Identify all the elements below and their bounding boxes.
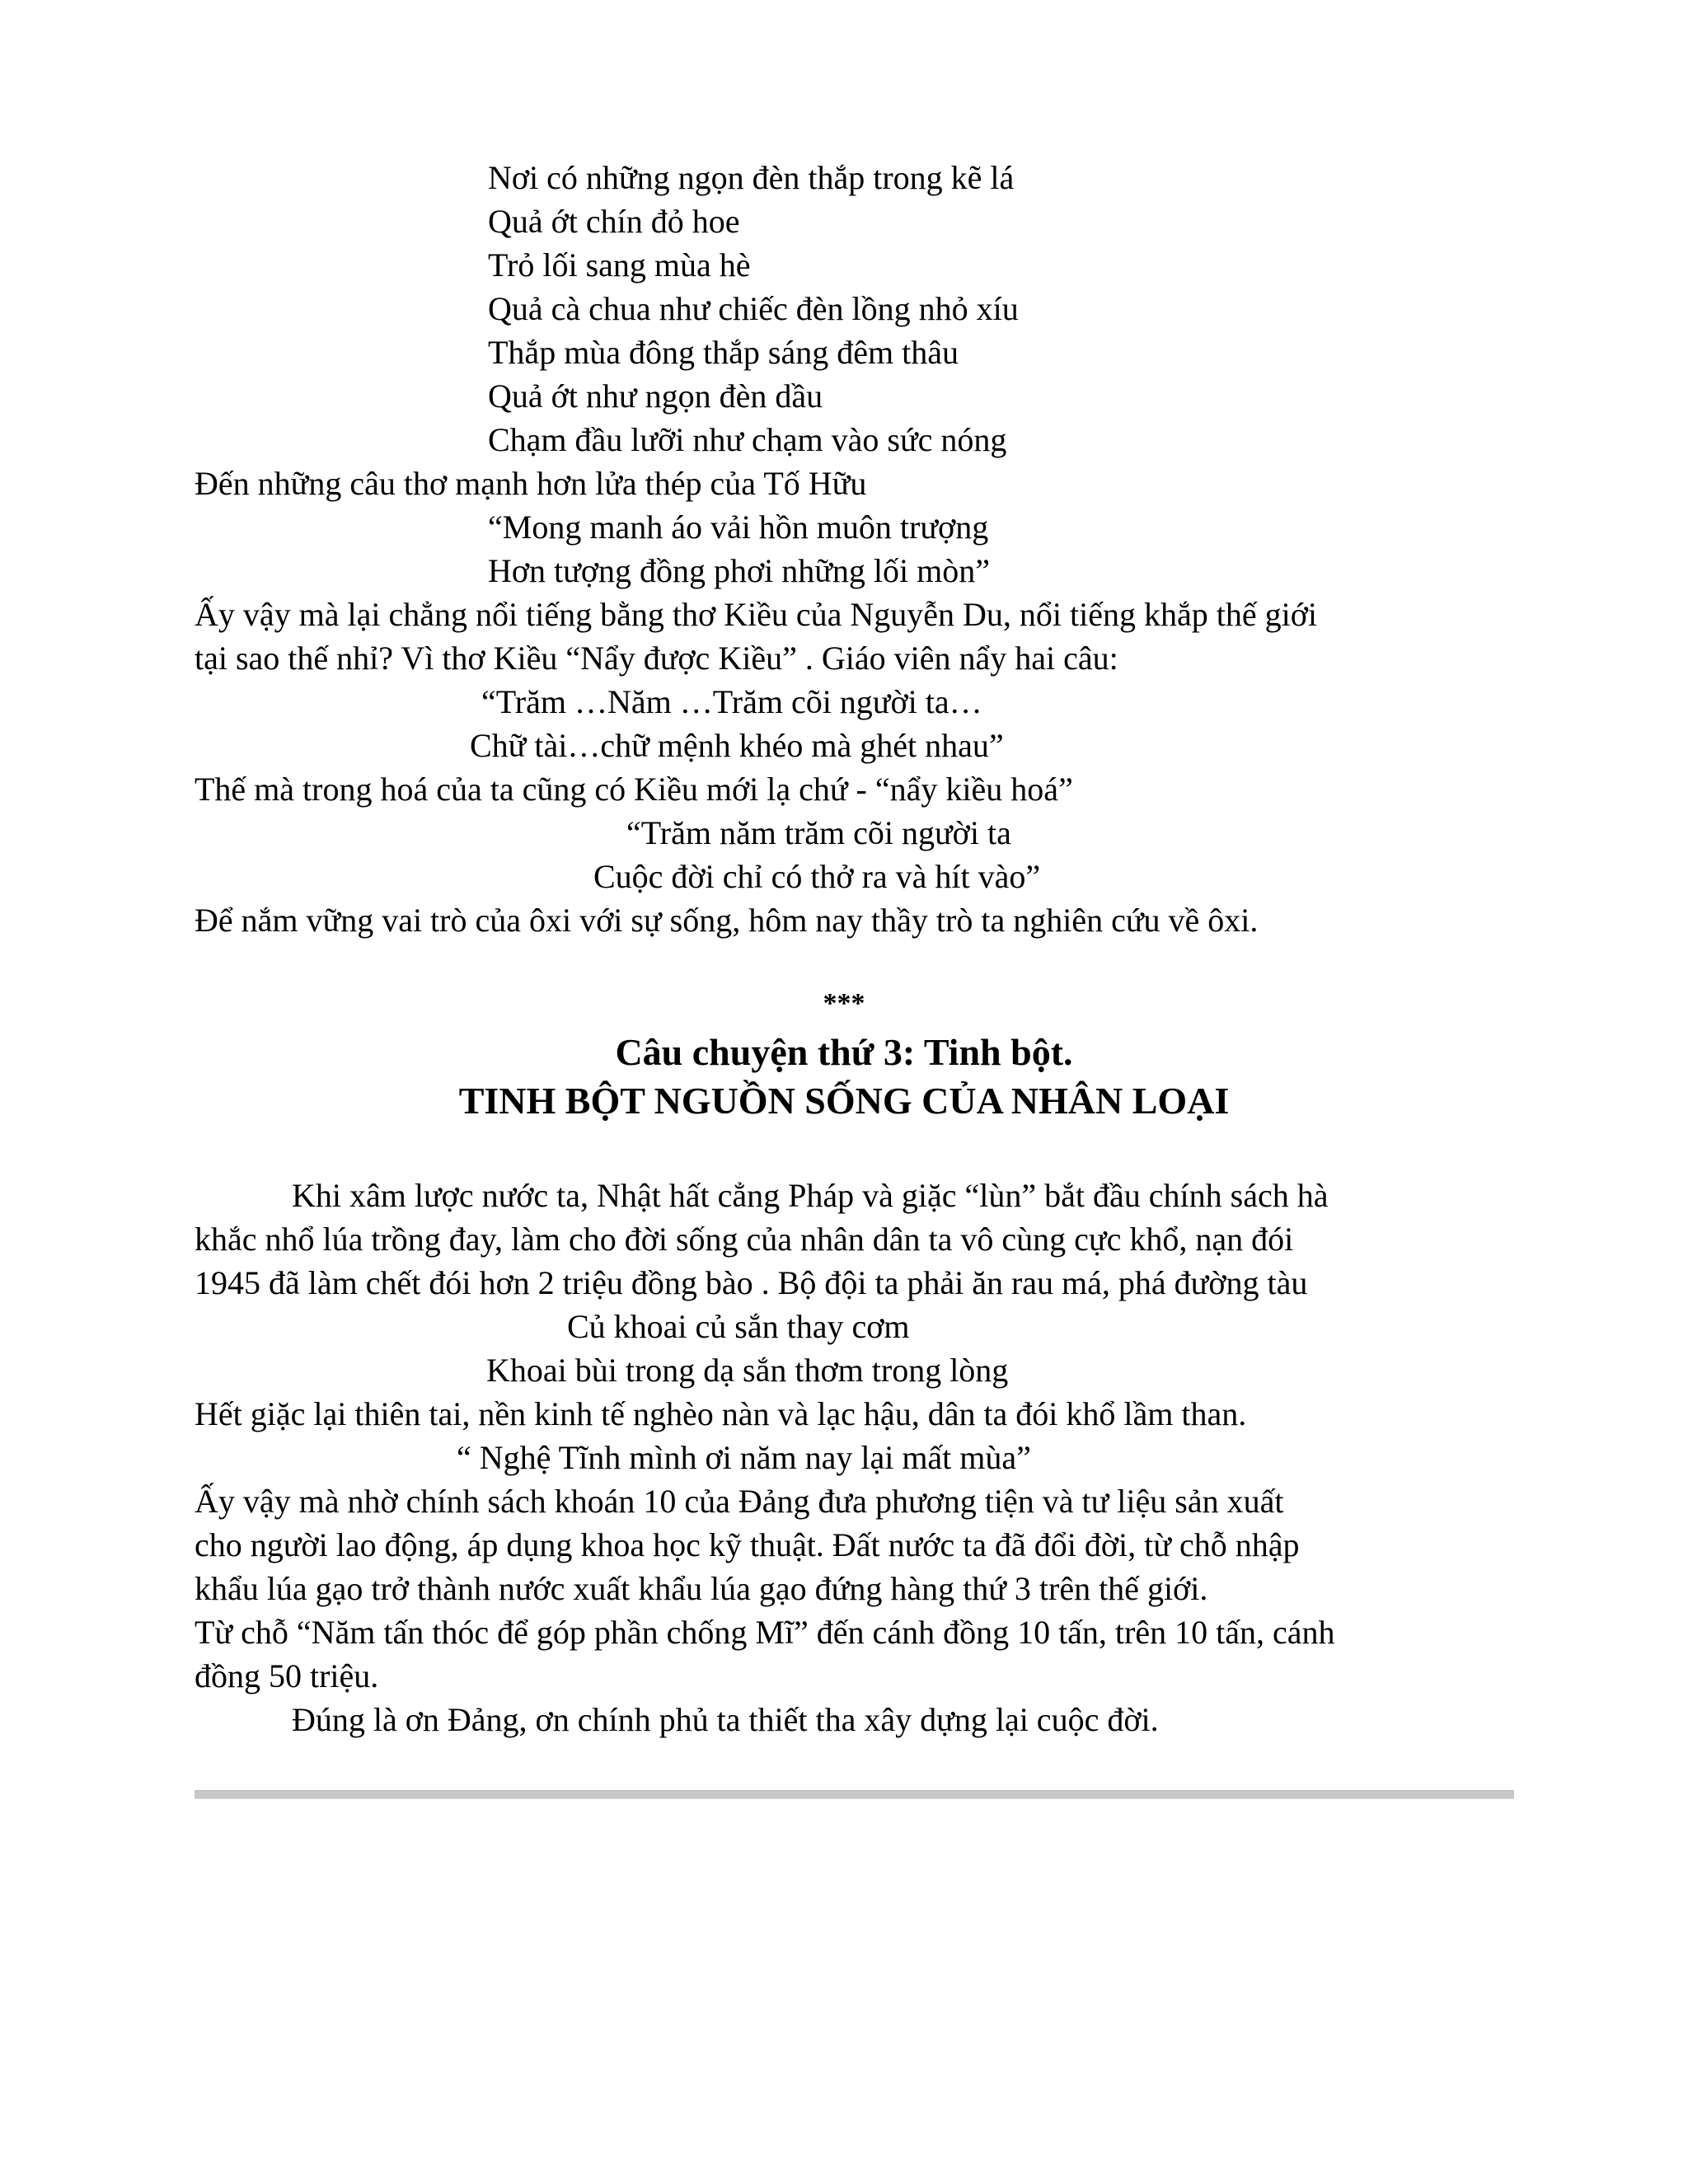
- poem-line: Hơn tượng đồng phơi những lối mòn”: [488, 552, 991, 589]
- poem-line: Trỏ lối sang mùa hè: [488, 246, 751, 284]
- paragraph-line: cho người lao động, áp dụng khoa học kỹ thuật. Đất nước ta đã đổi đời, từ chỗ nhập: [195, 1526, 1300, 1563]
- poem-line: Quả cà chua như chiếc đèn lồng nhỏ xíu: [488, 290, 1019, 327]
- section-separator: ***: [823, 988, 865, 1019]
- horizontal-rule: [195, 1790, 1514, 1799]
- poem-line: Khoai bùi trong dạ sắn thơm trong lòng: [486, 1352, 1009, 1389]
- paragraph-line: Khi xâm lược nước ta, Nhật hất cẳng Pháp và giặc “lùn” bắt đầu chính sách hà: [292, 1177, 1329, 1214]
- poem-line: Chạm đầu lưỡi như chạm vào sức nóng: [488, 421, 1007, 458]
- paragraph-line: Từ chỗ “Năm tấn thóc để góp phần chống Mĩ” đến cánh đồng 10 tấn, trên 10 tấn, cánh: [195, 1614, 1335, 1651]
- paragraph-line: Đến những câu thơ mạnh hơn lửa thép của Tố Hữu: [195, 465, 867, 502]
- paragraph-line: 1945 đã làm chết đói hơn 2 triệu đồng bào . Bộ đội ta phải ăn rau má, phá đường tàu: [195, 1264, 1308, 1301]
- poem-line: “Trăm năm trăm cõi người ta: [626, 814, 1011, 851]
- poem-line: Cuộc đời chỉ có thở ra và hít vào”: [593, 858, 1041, 895]
- paragraph-line: Đúng là ơn Đảng, ơn chính phủ ta thiết tha xây dựng lại cuộc đời.: [292, 1701, 1159, 1738]
- paragraph-line: Hết giặc lại thiên tai, nền kinh tế nghèo nàn và lạc hậu, dân ta đói khổ lầm than.: [195, 1395, 1247, 1432]
- section-subtitle: TINH BỘT NGUỒN SỐNG CỦA NHÂN LOẠI: [458, 1080, 1230, 1122]
- section-title: Câu chuyện thứ 3: Tinh bột.: [615, 1031, 1073, 1073]
- paragraph-line: Ấy vậy mà lại chẳng nổi tiếng bằng thơ Kiều của Nguyễn Du, nổi tiếng khắp thế giới: [195, 596, 1317, 633]
- paragraph-line: Thế mà trong hoá của ta cũng có Kiều mới lạ chứ - “nẩy kiều hoá”: [195, 771, 1073, 808]
- paragraph-line: Ấy vậy mà nhờ chính sách khoán 10 của Đảng đưa phương tiện và tư liệu sản xuất: [195, 1483, 1284, 1520]
- poem-line: “Trăm …Năm …Trăm cõi người ta…: [481, 683, 982, 720]
- poem-line: Quả ớt chín đỏ hoe: [488, 203, 740, 240]
- poem-line: “ Nghệ Tĩnh mình ơi năm nay lại mất mùa”: [457, 1439, 1031, 1476]
- poem-line: Củ khoai củ sắn thay cơm: [567, 1308, 910, 1345]
- poem-line: Nơi có những ngọn đèn thắp trong kẽ lá: [488, 159, 1015, 196]
- paragraph-line: đồng 50 triệu.: [195, 1657, 379, 1694]
- paragraph-line: khẩu lúa gạo trở thành nước xuất khẩu lúa gạo đứng hàng thứ 3 trên thế giới.: [195, 1570, 1208, 1607]
- paragraph-line: Để nắm vững vai trò của ôxi với sự sống, hôm nay thầy trò ta nghiên cứu về ôxi.: [195, 902, 1259, 939]
- poem-line: Chữ tài…chữ mệnh khéo mà ghét nhau”: [470, 727, 1004, 764]
- poem-line: “Mong manh áo vải hồn muôn trượng: [488, 509, 989, 546]
- paragraph-line: khắc nhổ lúa trồng đay, làm cho đời sống của nhân dân ta vô cùng cực khổ, nạn đói: [195, 1221, 1294, 1258]
- poem-line: Thắp mùa đông thắp sáng đêm thâu: [488, 334, 959, 371]
- poem-line: Quả ớt như ngọn đèn dầu: [488, 377, 823, 415]
- paragraph-line: tại sao thế nhỉ? Vì thơ Kiều “Nẩy được Kiều” . Giáo viên nẩy hai câu:: [195, 640, 1118, 677]
